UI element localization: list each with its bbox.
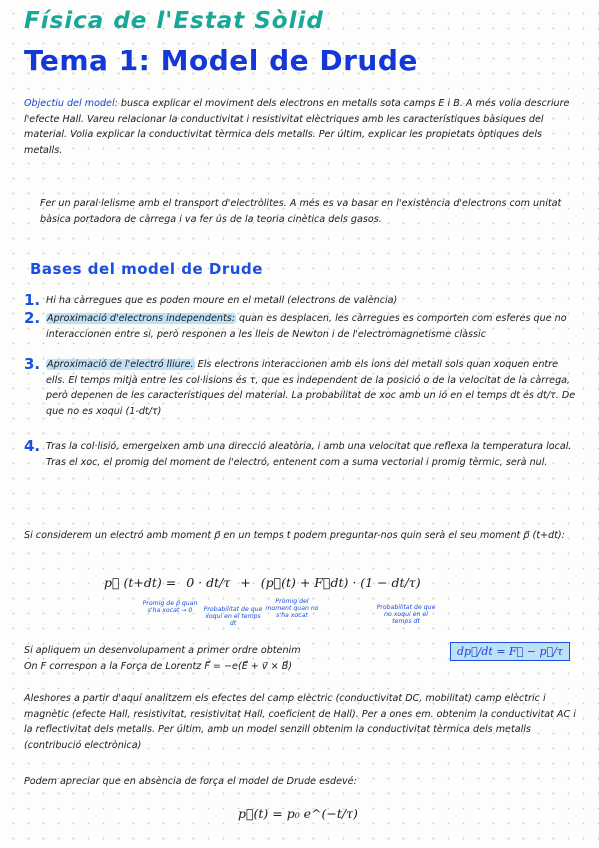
objective-paragraph — [24, 96, 579, 158]
equation-note-4: Probabilitat de que no xoqui en el temps dt — [376, 604, 436, 625]
base-text: Els electrons interaccionen amb els ions del metall sols quan xoquen entre ells. El temps mitjà entre les col·lisions és τ, que es independent de la posició o de la velocitat de la càrrega, però depenen de les característiques del material. La probabilitat de xoc amb un ió en el temps dt és dt/τ. De que no es xoqui (1-dt/τ) — [46, 359, 576, 417]
effects-paragraph: Aleshores a partir d'aquí analitzem els efectes del camp elèctric (conductivitat DC, mobilitat) camp elèctric i magnètic (efecte Hall, resistivitat, resistivitat Hall, coeficient de Hall). Per a ones em. obtenim la conductivitat AC i la reflectivitat dels metalls. Per últim, amb un model senzill obtenim la conductivitat tèrmica dels metalls (contribució electrònica) — [24, 693, 576, 751]
base-text: Hi ha càrregues que es poden moure en el metall (electrons de valència) — [46, 295, 398, 306]
equation-plus: + — [240, 575, 251, 590]
base-text: quan es desplacen, les càrregues es comporten com esferes que no interaccionen entre si, però responen a les lleis de Newton i de l'electromagnetisme clàssic — [46, 313, 567, 340]
base-number: 4. — [24, 437, 41, 455]
objective-text: busca explicar el moviment dels electrons en metalls sota camps E i B. A més volia descriure l'efecte Hall. Vareu relacionar la conductivitat i resistivitat elèctriques amb les característiques bàsiques del material. Volia explicar la conductivitat tèrmica dels metalls. Per últim, explicar les propietats òptiques dels metalls. — [24, 98, 570, 156]
topic-title: Tema 1: Model de Drude — [24, 44, 418, 77]
page-title: Física de l'Estat Sòlid — [24, 8, 324, 34]
absence-paragraph: Podem apreciar que en absència de força el model de Drude esdevé: — [24, 776, 357, 787]
bases-heading: Bases del model de Drude — [30, 260, 263, 278]
base-item — [24, 293, 579, 311]
equation-term-2: (p⃗(t) + F⃗dt) · (1 − dt/τ) — [260, 575, 421, 590]
base-number: 2. — [24, 309, 41, 327]
equation-of-motion: dp⃗/dt = F⃗ − p⃗/τ — [450, 642, 570, 661]
base-highlight: Aproximació d'electrons independents: — [47, 313, 235, 324]
base-highlight: Aproximació de l'electró lliure. — [47, 359, 194, 370]
equation-note-3: Promig del moment quan no s'ha xocat — [265, 598, 319, 619]
base-number: 3. — [24, 355, 41, 373]
momentum-intro: Si considerem un electró amb moment p⃗ en un temps t podem preguntar-nos quin serà el seu moment p⃗ (t+dt): — [24, 530, 565, 541]
bases-list — [24, 293, 579, 470]
expansion-line-2: On F correspon a la Força de Lorentz F⃗ = −e(E⃗ + v⃗ × B⃗) — [24, 661, 293, 672]
base-item — [24, 311, 579, 357]
final-equation: p⃗(t) = p₀ e^(−t/τ) — [238, 806, 358, 821]
analogy-paragraph: Fer un paral·lelisme amb el transport d'electròlites. A més es va basar en l'existència d'electrons com unitat bàsica portadora de càrrega i va fer ús de la teoria cinètica dels gasos. — [40, 198, 562, 225]
momentum-equation — [104, 575, 464, 590]
equation-lhs: p⃗ (t+dt) = — [104, 575, 177, 590]
base-item — [24, 357, 579, 439]
base-number: 1. — [24, 291, 41, 309]
objective-label: Objectiu del model: — [24, 98, 118, 109]
equation-note-1: Promig de p⃗ quan s'ha xocat → 0 — [142, 600, 198, 614]
base-item — [24, 439, 579, 470]
equation-note-2: Probabilitat de que xoqui en el temps dt — [203, 606, 263, 627]
equation-term-1: 0 · dt/τ — [186, 575, 231, 590]
base-text: Tras la col·lisió, emergeixen amb una direcció aleatòria, i amb una velocitat que reflexa la temperatura local. Tras el xoc, el promig del moment de l'electró, entenent com a suma vectorial i promig tèrmic, serà nul. — [46, 441, 572, 468]
expansion-line-1: Si apliquem un desenvolupament a primer ordre obtenim — [24, 645, 301, 656]
